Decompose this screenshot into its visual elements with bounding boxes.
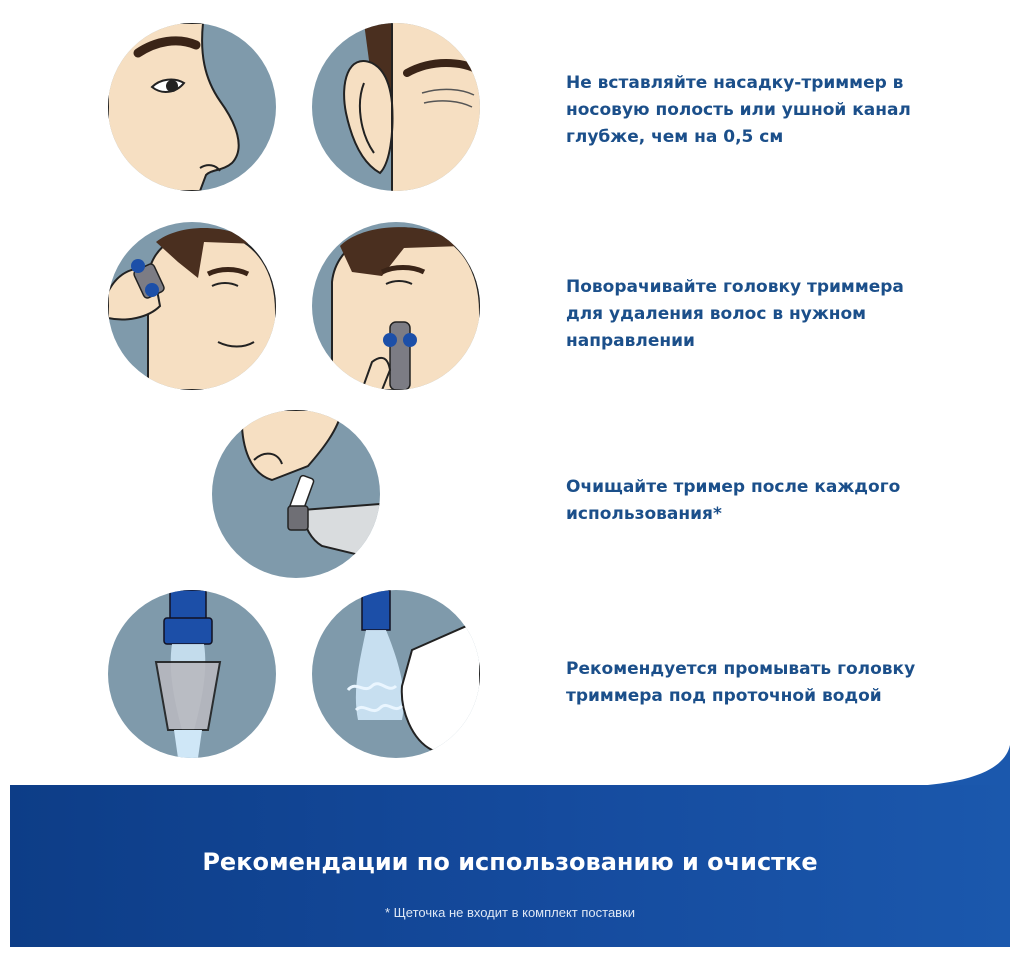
caption-rotate-head [566,274,986,355]
illustration-brush-cleaning [212,410,380,578]
caption-line: Рекомендуется промывать головку [566,659,916,679]
illustration-rinse-head [108,590,276,758]
caption-line: носовую полость или ушной канал [566,100,911,120]
banner-title: Рекомендации по использованию и очистке [202,848,818,876]
caption-line: для удаления волос в нужном [566,304,867,324]
illustration-nose-trimming [312,222,480,390]
caption-insert-depth [566,70,986,151]
illustration-ear-profile [312,23,480,191]
illustration-nose-profile [108,23,276,191]
caption-line: Очищайте тример после каждого [566,477,901,497]
caption-rinse-under-water [566,656,986,710]
caption-clean-after-use [566,474,986,528]
caption-line: использования* [566,504,722,524]
caption-line: направлении [566,331,695,351]
banner-footnote: * Щеточка не входит в комплект поставки [384,905,636,920]
caption-line: Не вставляйте насадку-триммер в [566,73,904,93]
caption-line: глубже, чем на 0,5 см [566,127,784,147]
footer-banner [10,785,1010,947]
banner-corner-curve [880,745,1010,787]
caption-line: триммера под проточной водой [566,686,882,706]
caption-line: Поворачивайте головку триммера [566,277,904,297]
illustration-ear-trimming [108,222,276,390]
illustration-rinse-trimmer [312,590,480,758]
